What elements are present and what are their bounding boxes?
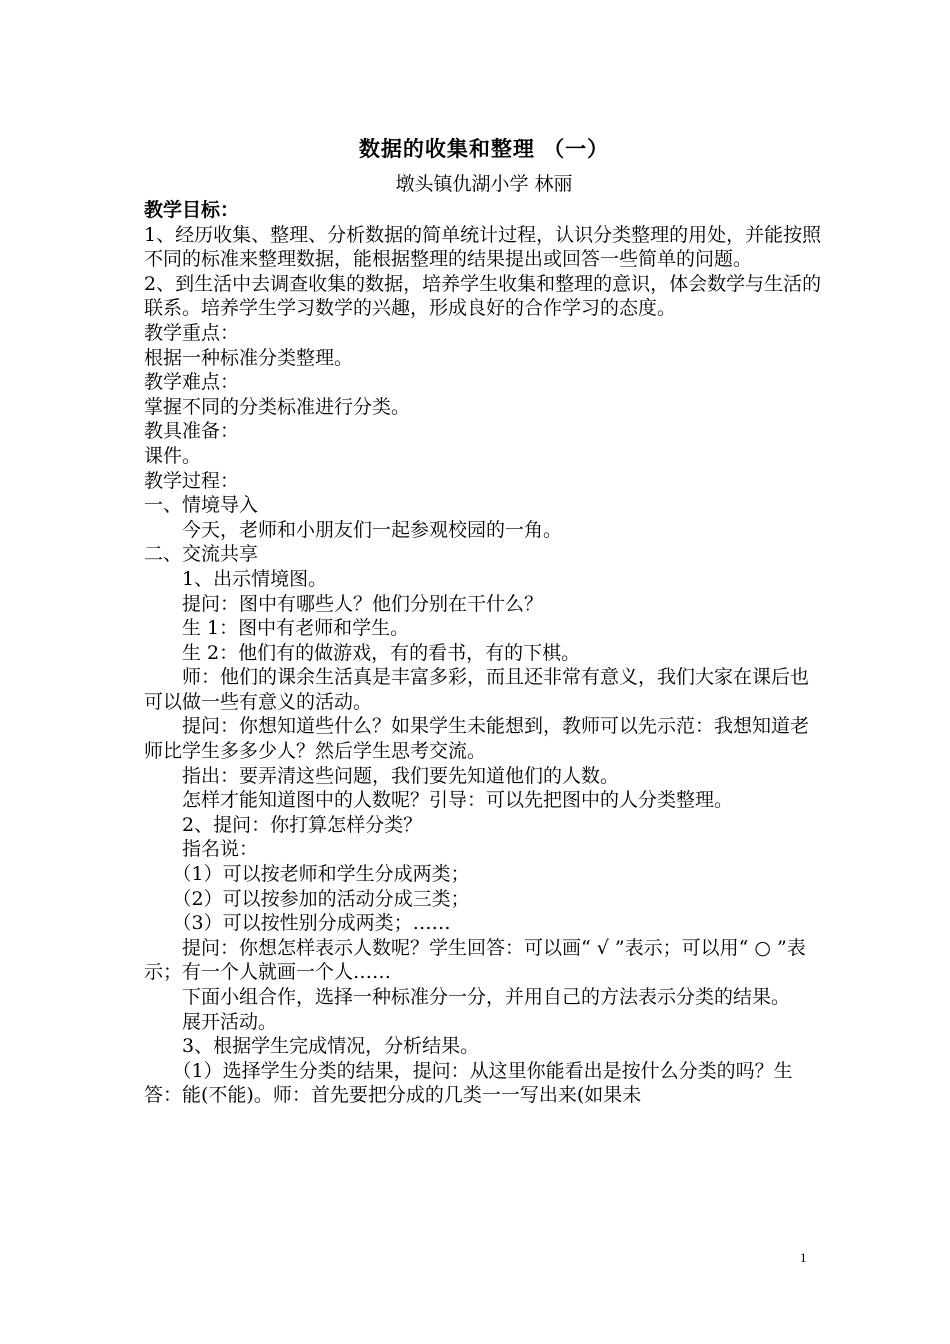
paragraph: 提问：你想怎样表示人数呢？学生回答：可以画“ √ ”表示；可以用“ ○ ”表示；有一个人就画一个人…… <box>144 936 806 984</box>
paragraph: 一、情境导入 <box>144 494 259 517</box>
paragraph: 提问：图中有哪些人？他们分别在干什么？ <box>182 592 544 615</box>
paragraph: 2、到生活中去调查收集的数据，培养学生收集和整理的意识，体会数学与生活的联系。培养学生学习数学的兴趣，形成良好的合作学习的态度。 <box>144 272 822 320</box>
paragraph: （2）可以按参加的活动分成三类； <box>172 887 470 910</box>
paragraph-list <box>144 198 824 1108</box>
paragraph: 下面小组合作，选择一种标准分一分，并用自己的方法表示分类的结果。 <box>182 986 791 1008</box>
paragraph: 指出：要弄清这些问题，我们要先知道他们的人数。 <box>182 764 620 787</box>
document-author: 墩头镇仇湖小学 林丽 <box>395 173 573 195</box>
paragraph: 掌握不同的分类标准进行分类。 <box>144 395 411 418</box>
paragraph: 展开活动。 <box>182 1010 278 1033</box>
paragraph: 二、交流共享 <box>144 543 259 566</box>
paragraph: 2、提问：你打算怎样分类？ <box>182 813 423 836</box>
paragraph: 1、出示情境图。 <box>182 567 328 590</box>
paragraph: （3）可以按性别分成两类；…… <box>172 912 451 935</box>
paragraph: 生 2：他们有的做游戏，有的看书，有的下棋。 <box>182 641 581 664</box>
page-number: 1 <box>800 1250 807 1265</box>
paragraph: 课件。 <box>144 444 202 467</box>
paragraph: 提问：你想知道些什么？如果学生未能想到，教师可以先示范：我想知道老师比学生多多少人？然后学生思考交流。 <box>144 715 810 763</box>
paragraph: 今天，老师和小朋友们一起参观校园的一角。 <box>182 518 563 541</box>
paragraph: 3、根据学生完成情况，分析结果。 <box>182 1035 480 1058</box>
paragraph: 教具准备： <box>144 420 240 443</box>
paragraph: （1）可以按老师和学生分成两类； <box>172 863 470 886</box>
paragraph: 怎样才能知道图中的人数呢？引导：可以先把图中的人分类整理。 <box>182 789 734 812</box>
paragraph: 师：他们的课余生活真是丰富多彩，而且还非常有意义，我们大家在课后也可以做一些有意义的活动。 <box>144 666 810 713</box>
paragraph: 教学重点： <box>144 321 240 344</box>
paragraph: 根据一种标准分类整理。 <box>144 346 354 369</box>
paragraph: （1）选择学生分类的结果，提问：从这里你能看出是按什么分类的吗？生答：能(不能)。师：首先要把分成的几类一一写出来(如果未 <box>144 1059 793 1107</box>
document-body <box>144 134 824 1108</box>
paragraph: 教学难点： <box>144 371 240 394</box>
paragraph: 教学过程： <box>144 469 240 492</box>
paragraph: 生 1：图中有老师和学生。 <box>182 617 410 640</box>
paragraph: 指名说： <box>182 838 259 861</box>
paragraph: 1、经历收集、整理、分析数据的简单统计过程，认识分类整理的用处，并能按照不同的标准来整理数据，能根据整理的结果提出或回答一些简单的问题。 <box>144 223 822 271</box>
paragraph: 教学目标： <box>144 199 240 221</box>
document-title: 数据的收集和整理 （一） <box>358 136 610 161</box>
